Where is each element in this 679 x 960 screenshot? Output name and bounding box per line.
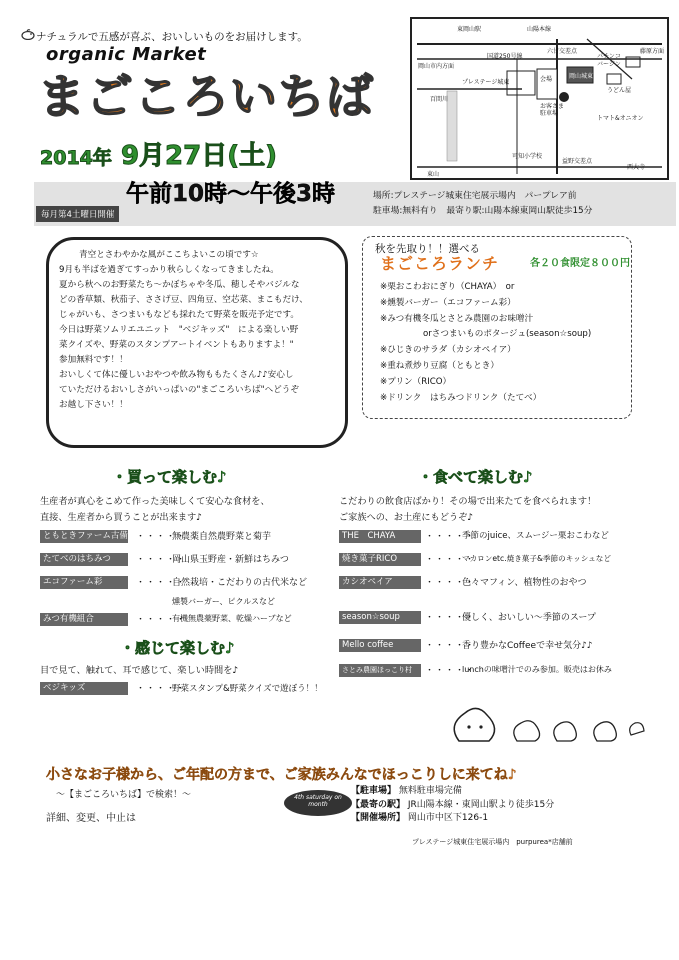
lunch-item: ※プリン（RICO） [380,376,452,387]
mascot-illustration [447,695,647,745]
leader-dots: ・・・・・ [425,666,476,676]
eat-heading: ・食べて楽しむ♪ [418,468,533,486]
leader-dots: ・・・・・ [425,555,476,565]
lunch-limit: 各２０食限定８００円 [530,258,630,269]
lunch-item: ※重ね煮炒り豆腐（ともとき） [380,360,499,371]
lunch-menu [380,280,640,406]
shop-location: プレステージ城東住宅展示場内 purpurea*店舗前 [412,838,573,846]
map-label: トマト&オニオン [597,115,644,122]
vendor-label: ともときファーム古備 [40,530,128,543]
lunch-item: ※ドリンク はちみつドリンク（たてべ） [380,392,542,403]
event-date [40,135,277,172]
bird-icon [20,29,36,40]
vendor-label: みつ有機組合 [40,613,128,626]
map-label: 岡山城東高 [569,73,600,80]
leader-dots: ・・・・・ [425,641,476,651]
tagline: ナチュラルで五感が喜ぶ、おいしいものをお届けします。 [36,31,308,43]
vendor-label: たてべのはちみつ [40,553,128,566]
intro-line: どの香草類、秋茄子、ささげ豆、四角豆、空芯菜、まこもだけ、 [59,295,308,305]
lunch-item: orさつまいものポタージュ(season☆soup) [380,329,592,340]
map-label: 藤原方面 [640,48,665,55]
leader-dots: ・・・・・ [425,532,476,542]
buy-desc-line: 生産者が真心をこめて作った美味しくて安心な食材を、 [40,496,270,507]
lunch-item: ※栗おこわおにぎり（CHAYA） or [380,282,515,292]
lunch-heading: 秋を先取り！！選べる [375,243,480,255]
map-label: 岡山市内方面 [418,63,455,70]
map-label: バージン [597,61,621,68]
feel-heading: ・感じて楽しむ♪ [120,639,235,657]
intro-line: 今日は野菜ソムリエユニット "ベジキッズ" による楽しい野 [59,325,299,335]
map-label: プレステージ城東 [462,79,510,86]
map-label: 国道250号線 [487,53,523,60]
fourth-saturday-badge: 4th saturday on month [284,790,352,816]
notice-text: 詳細、変更、中止は [46,813,136,824]
monthly-badge: 毎月第4土曜日開催 [36,206,119,222]
page-title: まごころいちば [38,70,374,125]
feel-desc: 目で見て、触れて、耳で感じて、楽しい時間を♪ [40,665,239,676]
map-label: 百間川 [430,96,449,103]
map-label: 西大寺 [627,164,646,171]
leader-dots: ・・・・・ [425,578,476,588]
lunch-item: ※燻製バーガー（エコファーム彩） [380,297,516,308]
leader-dots: ・・・・・ [136,615,187,625]
map-label: うどん屋 [607,87,632,94]
vendor-desc: 岡山県玉野産・新鮮はちみつ [172,555,289,565]
closing-headline: 小さなお子様から、ご年配の方まで、ご家族みんなでほっこりしに来てね♪ [46,767,517,783]
map-label: 東山 [427,171,440,178]
event-hours: 午前10時〜午後3時 [126,181,336,207]
vendor-desc: lunchの味噌汁でのみ参加。販売はお休み [462,665,612,674]
parking-value: 無料駐車場完備 [398,786,462,796]
lunch-item: ※ひじきのサラダ（カシオペイア） [380,345,516,356]
parking-line: 駐車場:無料有り 最寄り駅:山陽本線東岡山駅徒歩15分 [373,206,593,216]
vendor-label: さとみ農園ほっこり村 [339,664,421,677]
vendor-label: カシオペイア [339,576,421,589]
vendor-desc: 季節のjuice、スムージー栗おこわなど [462,531,609,541]
place-key: 【開催場所】 [351,813,406,823]
station-key: 【最寄の駅】 [351,799,406,810]
event-year: 2014年 [40,147,112,169]
vendor-desc: 香り豊かなCoffeeで幸せ気分♪♪ [462,641,593,651]
vendor-label: エコファーム彩 [40,576,128,589]
map-label: 可知小学校 [512,153,543,160]
venue-info [373,189,592,219]
vendor-desc: 無農薬自然農野菜と菊芋 [172,532,272,542]
intro-message [46,237,348,448]
vendor-label: Mello coffee [339,639,421,652]
intro-line: 青空とさわやかな風がここちよいこの頃です☆ [79,250,259,260]
map-label: パチンコ [597,53,621,60]
map-label: 会場 [540,76,553,83]
intro-line: ていただけるおいしさがいっぱいの"まごころいちば"へどうぞ [59,385,299,395]
intro-line: おいしくて体に優しいおやつや飲み物ももたくさん♪♪安心し [59,370,294,380]
eat-desc-line: ご家族への、お土産にもどうぞ♪ [339,512,474,523]
vendor-label: 焼き菓子RICO [339,553,421,566]
place-value: 岡山市中区下126-1 [407,813,489,823]
vendor-label: THE CHAYA [339,530,421,543]
parking-key: 【駐車場】 [351,786,397,796]
buy-desc-line: 直接、生産者から買うことが出来ます♪ [40,512,203,523]
map-label: お客さま [540,103,565,110]
search-hint: 〜【まごころいちば】で検索！〜 [56,790,192,800]
event-day: 9月27日(土) [120,141,277,171]
intro-line: 参加無料です！！ [59,355,128,365]
vendor-desc: 有機無農薬野菜、乾燥ハーブなど [172,614,292,623]
station-value: JR山陽本線・東岡山駅より徒歩15分 [407,799,555,810]
map-label: 六甘交差点 [547,48,578,55]
leader-dots: ・・・・・ [425,613,476,623]
vendor-subline: 燻製バーガー、ピクルスなど [172,597,276,606]
map-label: 東岡山駅 [457,26,482,33]
intro-line: お越し下さい！！ [59,400,128,410]
vendor-desc: マカロンetc.焼き菓子&季節のキッシュなど [462,554,611,563]
vendor-label: season☆soup [339,611,421,624]
map-label: 益野交差点 [562,158,593,165]
vendor-desc: 優しく、おいしい〜季節のスープ [462,613,596,623]
leader-dots: ・・・・・ [136,684,187,694]
leader-dots: ・・・・・ [136,532,187,542]
vendor-desc: 自然栽培・こだわりの古代米など [172,578,308,588]
leader-dots: ・・・・・ [136,555,187,565]
eat-desc-line: こだわりの飲食店ばかり！その場で出来たてを食べられます！ [339,496,597,507]
access-info [351,785,554,826]
venue-line: 場所:プレステージ城東住宅展示場内 パープレア前 [373,191,577,201]
lunch-name: まごころランチ [380,254,500,273]
map-label: 駐車場 [540,110,559,117]
buy-desc [40,494,270,526]
lunch-item: ※みつ有機冬瓜とさとみ農園のお味噌汁 [380,313,534,324]
intro-line: 菜クイズや、野菜のスタンプアートイベントもありますよ！" [59,340,294,350]
buy-heading: ・買って楽しむ♪ [112,468,227,486]
access-map [410,17,669,180]
vendor-desc: 色々マフィン、植物性のおやつ [462,578,587,588]
organic-market-label: organic Market [46,44,207,65]
eat-desc [339,494,596,526]
intro-line: じゃがいも、さつまいもなども採れたて野菜を販売予定です。 [59,310,299,320]
vendor-desc: 野菜スタンプ&野菜クイズで遊ぼう！！ [172,684,323,694]
leader-dots: ・・・・・ [136,578,187,588]
intro-line: 夏から秋へのお野菜たち〜かぼちゃや冬瓜、穂しそやバジルな [59,280,300,290]
intro-line: 9月も半ばを過ぎてすっかり秋らしくなってきましたね。 [59,265,279,275]
vendor-label: ベジキッズ [40,682,128,695]
map-label: 山陽本線 [527,26,552,33]
